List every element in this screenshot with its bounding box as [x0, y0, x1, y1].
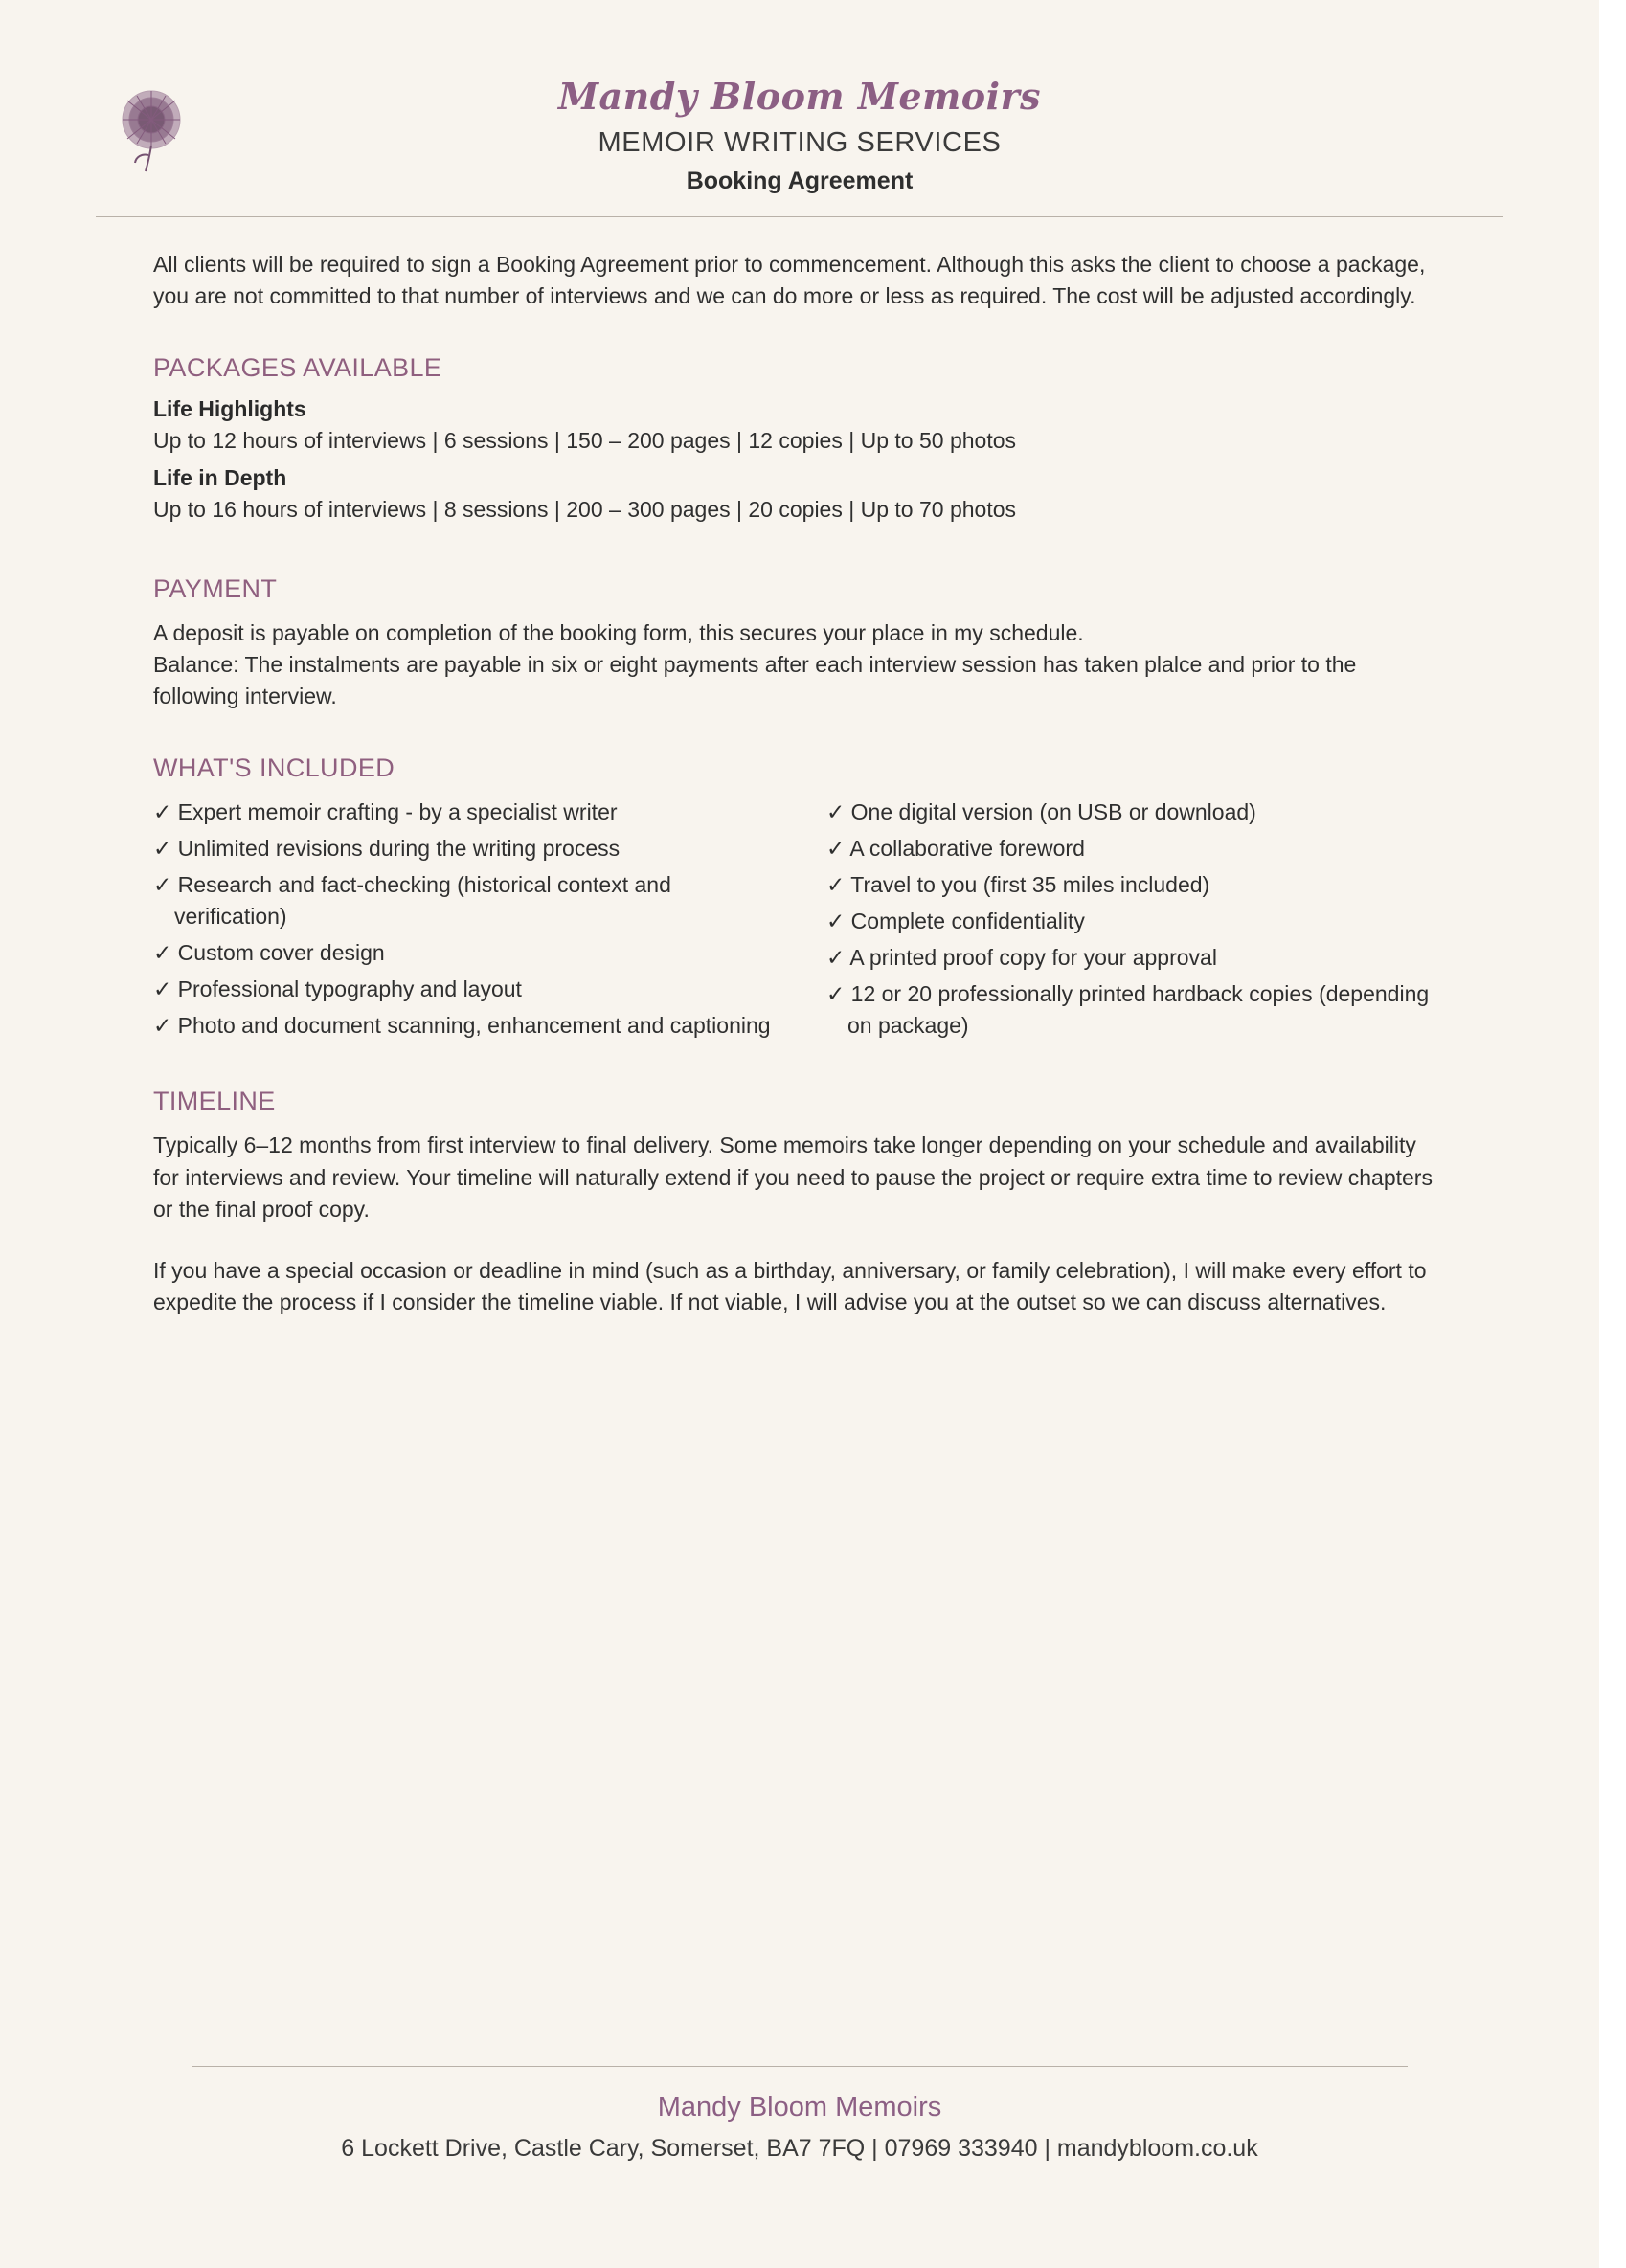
list-item: ✓ Professional typography and layout	[153, 977, 522, 1002]
list-item: ✓ Research and fact-checking (historical context and verification)	[153, 871, 671, 930]
package-name: Life Highlights	[153, 395, 306, 421]
list-item: ✓ A printed proof copy for your approval	[826, 945, 1217, 971]
section-heading-timeline: TIMELINE	[153, 1087, 276, 1116]
included-columns	[153, 797, 1446, 1047]
timeline-paragraph-2: If you have a special occasion or deadline in mind (such as a birthday, anniversary, or family celebration), I will make every effort to expedite the process if I consider the timeline viable. If not viable, I will advise you at the outset so we can discuss alternatives.	[153, 1257, 1427, 1314]
document-body	[96, 249, 1503, 1318]
list-item: ✓ 12 or 20 professionally printed hardback copies (depending on package)	[826, 981, 1430, 1039]
footer-divider	[192, 2066, 1408, 2067]
footer-business-name: Mandy Bloom Memoirs	[657, 2092, 942, 2122]
section-heading-packages: PACKAGES AVAILABLE	[153, 352, 442, 382]
package-detail: Up to 12 hours of interviews | 6 sessions | 150 – 200 pages | 12 copies | Up to 50 photos	[153, 427, 1016, 453]
list-item: ✓ One digital version (on USB or download)	[826, 798, 1256, 824]
footer-contact-details: 6 Lockett Drive, Castle Cary, Somerset, BA7 7FQ | 07969 333940 | mandybloom.co.uk	[341, 2135, 1258, 2162]
timeline-paragraph-1: Typically 6–12 months from first interview to final delivery. Some memoirs take longer depending on your schedule and availability for interviews and review. Your timeline will naturally extend if you need to pause the project or require extra time to review chapters or the final proof copy.	[153, 1133, 1433, 1223]
package-detail: Up to 16 hours of interviews | 8 sessions | 200 – 300 pages | 20 copies | Up to 70 photos	[153, 496, 1016, 522]
document-header	[96, 57, 1503, 249]
intro-paragraph: All clients will be required to sign a Booking Agreement prior to commencement. Although this asks the client to choose a package, you are not committed to that number of interviews and we can do more or less as required. The cost will be adjusted accordingly.	[153, 252, 1426, 309]
list-item: ✓ Photo and document scanning, enhancement and captioning	[153, 1013, 771, 1039]
payment-deposit-line: A deposit is payable on completion of the booking form, this secures your place in my schedule.	[153, 619, 1084, 645]
header-titles	[96, 57, 1503, 195]
section-heading-payment: PAYMENT	[153, 573, 278, 603]
header-divider	[96, 216, 1503, 217]
brand-subtitle: MEMOIR WRITING SERVICES	[598, 127, 1002, 158]
list-item: ✓ Custom cover design	[153, 940, 385, 966]
list-item: ✓ Travel to you (first 35 miles included)	[826, 871, 1210, 897]
list-item: ✓ Complete confidentiality	[826, 909, 1085, 934]
document-content	[96, 57, 1503, 1318]
included-left-column	[153, 797, 773, 1047]
page-right-margin	[1599, 0, 1626, 2268]
thistle-flower-logo-icon	[103, 77, 199, 172]
document-footer	[192, 2066, 1408, 2163]
page-title: Booking Agreement	[686, 168, 914, 194]
payment-balance-line: Balance: The instalments are payable in six or eight payments after each interview session has taken plalce and prior to the following interview.	[153, 652, 1357, 709]
package-name: Life in Depth	[153, 464, 287, 490]
included-right-column	[826, 797, 1446, 1047]
brand-name: Mandy Bloom Memoirs	[557, 75, 1042, 118]
section-heading-included: WHAT'S INCLUDED	[153, 752, 395, 782]
list-item: ✓ Unlimited revisions during the writing process	[153, 835, 621, 861]
list-item: ✓ Expert memoir crafting - by a specialist writer	[153, 798, 618, 824]
list-item: ✓ A collaborative foreword	[826, 835, 1085, 861]
